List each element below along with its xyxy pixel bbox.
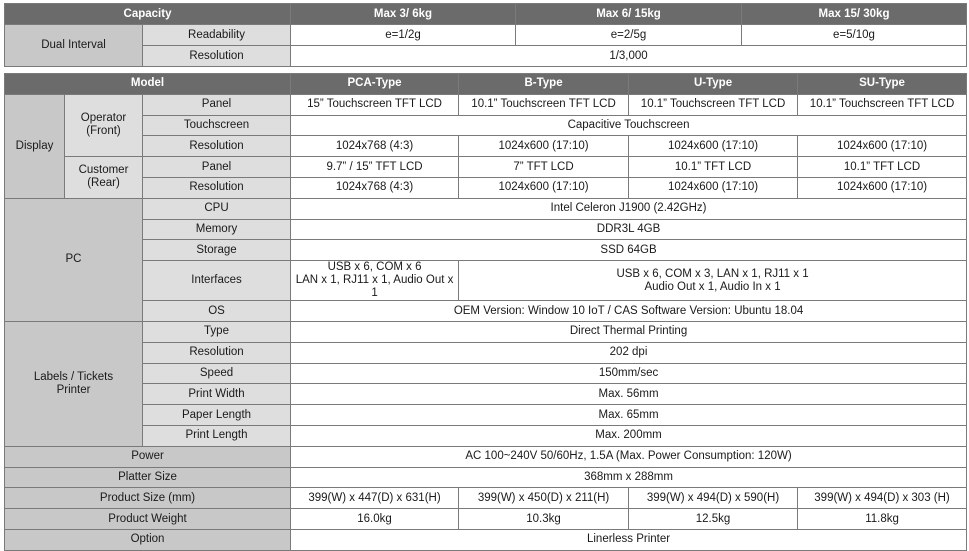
capacity-col-3: Max 15/ 30kg	[742, 4, 967, 25]
customer-panel-label: Panel	[143, 157, 291, 178]
operator-resolution-su: 1024x600 (17:10)	[798, 136, 967, 157]
product-size-label: Product Size (mm)	[5, 488, 291, 509]
product-size-b: 399(W) x 450(D) x 211(H)	[459, 488, 629, 509]
operator-panel-label: Panel	[143, 94, 291, 115]
model-col-pca: PCA-Type	[291, 74, 459, 95]
memory-value: DDR3L 4GB	[291, 219, 967, 240]
model-header: Model	[5, 74, 291, 95]
operator-panel-u: 10.1” Touchscreen TFT LCD	[629, 94, 798, 115]
print-length-value: Max. 200mm	[291, 425, 967, 446]
display-label: Display	[5, 94, 65, 198]
model-col-su: SU-Type	[798, 74, 967, 95]
readability-value-3: e=5/10g	[742, 25, 967, 46]
operator-panel-pca: 15” Touchscreen TFT LCD	[291, 94, 459, 115]
model-col-b: B-Type	[459, 74, 629, 95]
readability-value-1: e=1/2g	[291, 25, 516, 46]
operator-front-label: Operator (Front)	[65, 94, 143, 156]
operator-panel-su: 10.1” Touchscreen TFT LCD	[798, 94, 967, 115]
customer-panel-su: 10.1” TFT LCD	[798, 157, 967, 178]
operator-resolution-u: 1024x600 (17:10)	[629, 136, 798, 157]
capacity-header: Capacity	[5, 4, 291, 25]
product-weight-b: 10.3kg	[459, 509, 629, 530]
customer-resolution-u: 1024x600 (17:10)	[629, 177, 798, 198]
option-label: Option	[5, 529, 291, 550]
capacity-table	[4, 3, 967, 67]
power-label: Power	[5, 446, 291, 467]
pc-label: PC	[5, 198, 143, 321]
capacity-resolution-value: 1/3,000	[291, 46, 967, 67]
printer-speed-label: Speed	[143, 363, 291, 384]
capacity-col-2: Max 6/ 15kg	[516, 4, 742, 25]
capacity-col-1: Max 3/ 6kg	[291, 4, 516, 25]
storage-label: Storage	[143, 240, 291, 261]
memory-label: Memory	[143, 219, 291, 240]
os-label: OS	[143, 301, 291, 322]
interfaces-label: Interfaces	[143, 261, 291, 301]
printer-type-value: Direct Thermal Printing	[291, 321, 967, 342]
product-weight-u: 12.5kg	[629, 509, 798, 530]
product-weight-label: Product Weight	[5, 509, 291, 530]
operator-resolution-pca: 1024x768 (4:3)	[291, 136, 459, 157]
product-weight-pca: 16.0kg	[291, 509, 459, 530]
customer-resolution-pca: 1024x768 (4:3)	[291, 177, 459, 198]
printer-type-label: Type	[143, 321, 291, 342]
touchscreen-label: Touchscreen	[143, 115, 291, 136]
cpu-label: CPU	[143, 198, 291, 219]
readability-label: Readability	[143, 25, 291, 46]
interfaces-others: USB x 6, COM x 3, LAN x 1, RJ11 x 1 Audio Out x 1, Audio In x 1	[459, 261, 967, 301]
storage-value: SSD 64GB	[291, 240, 967, 261]
printer-speed-value: 150mm/sec	[291, 363, 967, 384]
customer-resolution-label: Resolution	[143, 177, 291, 198]
customer-panel-pca: 9.7” / 15” TFT LCD	[291, 157, 459, 178]
os-value: OEM Version: Window 10 IoT / CAS Software Version: Ubuntu 18.04	[291, 301, 967, 322]
customer-panel-b: 7” TFT LCD	[459, 157, 629, 178]
customer-resolution-su: 1024x600 (17:10)	[798, 177, 967, 198]
product-weight-su: 11.8kg	[798, 509, 967, 530]
product-size-su: 399(W) x 494(D) x 303 (H)	[798, 488, 967, 509]
print-width-label: Print Width	[143, 384, 291, 405]
product-size-pca: 399(W) x 447(D) x 631(H)	[291, 488, 459, 509]
model-col-u: U-Type	[629, 74, 798, 95]
dual-interval-label: Dual Interval	[5, 25, 143, 67]
print-width-value: Max. 56mm	[291, 384, 967, 405]
printer-resolution-value: 202 dpi	[291, 342, 967, 363]
print-length-label: Print Length	[143, 425, 291, 446]
platter-size-value: 368mm x 288mm	[291, 467, 967, 488]
printer-label: Labels / Tickets Printer	[5, 321, 143, 446]
power-value: AC 100~240V 50/60Hz, 1.5A (Max. Power Consumption: 120W)	[291, 446, 967, 467]
printer-resolution-label: Resolution	[143, 342, 291, 363]
touchscreen-value: Capacitive Touchscreen	[291, 115, 967, 136]
paper-length-value: Max. 65mm	[291, 405, 967, 426]
customer-resolution-b: 1024x600 (17:10)	[459, 177, 629, 198]
customer-panel-u: 10.1” TFT LCD	[629, 157, 798, 178]
customer-rear-label: Customer (Rear)	[65, 157, 143, 199]
paper-length-label: Paper Length	[143, 405, 291, 426]
option-value: Linerless Printer	[291, 529, 967, 550]
platter-size-label: Platter Size	[5, 467, 291, 488]
operator-resolution-b: 1024x600 (17:10)	[459, 136, 629, 157]
interfaces-pca: USB x 6, COM x 6 LAN x 1, RJ11 x 1, Audio Out x 1	[291, 261, 459, 301]
operator-resolution-label: Resolution	[143, 136, 291, 157]
model-table	[4, 73, 967, 551]
operator-panel-b: 10.1” Touchscreen TFT LCD	[459, 94, 629, 115]
capacity-resolution-label: Resolution	[143, 46, 291, 67]
cpu-value: Intel Celeron J1900 (2.42GHz)	[291, 198, 967, 219]
product-size-u: 399(W) x 494(D) x 590(H)	[629, 488, 798, 509]
readability-value-2: e=2/5g	[516, 25, 742, 46]
